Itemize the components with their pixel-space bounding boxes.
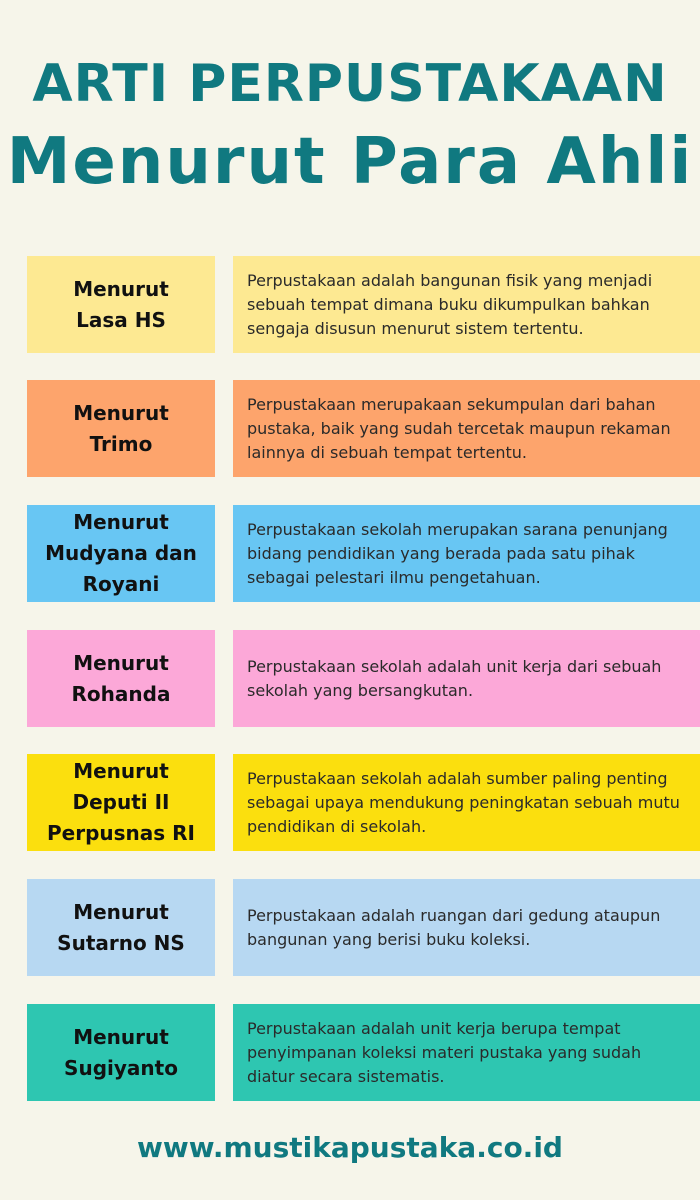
expert-description-box: Perpustakaan adalah unit kerja berupa tempat penyimpanan koleksi materi pustaka yang sudah diatur secara sistematis.	[233, 1004, 700, 1101]
expert-description-box: Perpustakaan merupakaan sekumpulan dari bahan pustaka, baik yang sudah tercetak maupun rekaman lainnya di sebuah tempat tertentu.	[233, 380, 700, 477]
expert-description-box: Perpustakaan sekolah adalah sumber paling penting sebagai upaya mendukung peningkatan sebuah mutu pendidikan di sekolah.	[233, 754, 700, 851]
website-url: www.mustikapustaka.co.id	[137, 1131, 563, 1164]
expert-name-box: Menurut Sutarno NS	[27, 879, 215, 976]
expert-row-rohanda	[0, 630, 700, 727]
expert-row-trimo	[0, 380, 700, 477]
expert-row-sugiyanto	[0, 1004, 700, 1101]
expert-row-sutarno-ns	[0, 879, 700, 976]
expert-description-box: Perpustakaan sekolah adalah unit kerja dari sebuah sekolah yang bersangkutan.	[233, 630, 700, 727]
expert-row-lasa-hs	[0, 256, 700, 353]
expert-name-box: Menurut Mudyana dan Royani	[27, 505, 215, 602]
expert-name-box: Menurut Deputi II Perpusnas RI	[27, 754, 215, 851]
title-line-2: Menurut Para Ahli	[6, 125, 694, 199]
expert-description-box: Perpustakaan sekolah merupakan sarana penunjang bidang pendidikan yang berada pada satu pihak sebagai pelestari ilmu pengetahuan.	[233, 505, 700, 602]
expert-description-box: Perpustakaan adalah ruangan dari gedung ataupun bangunan yang berisi buku koleksi.	[233, 879, 700, 976]
expert-name-box: Menurut Lasa HS	[27, 256, 215, 353]
expert-name-box: Menurut Sugiyanto	[27, 1004, 215, 1101]
expert-description-box: Perpustakaan adalah bangunan fisik yang menjadi sebuah tempat dimana buku dikumpulkan bahkan sengaja disusun menurut sistem tertentu.	[233, 256, 700, 353]
expert-row-mudyana-royani	[0, 505, 700, 602]
title-line-1: ARTI PERPUSTAKAAN	[32, 54, 668, 114]
expert-name-box: Menurut Rohanda	[27, 630, 215, 727]
expert-row-deputi-ii	[0, 754, 700, 851]
expert-name-box: Menurut Trimo	[27, 380, 215, 477]
